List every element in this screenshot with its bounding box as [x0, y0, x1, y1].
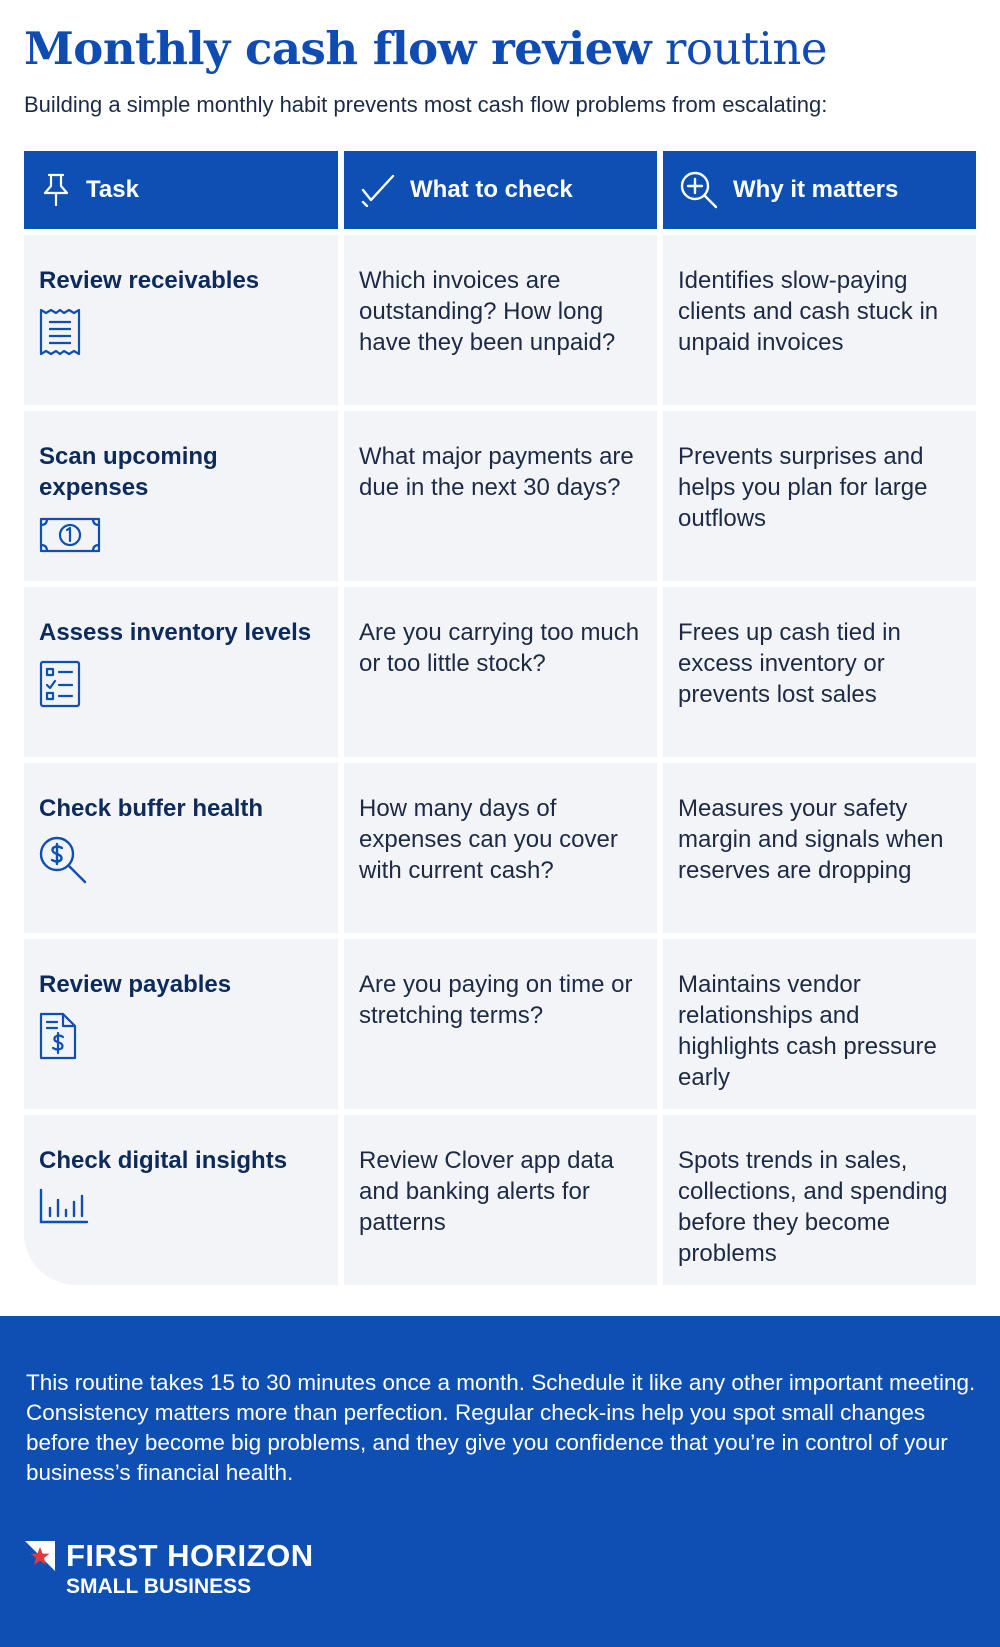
brand-subline: SMALL BUSINESS: [66, 1575, 252, 1598]
table-row: [24, 1115, 976, 1285]
checkmark-icon: [360, 173, 396, 207]
title-bold: Monthly cash flow review: [24, 22, 652, 75]
bar-chart-icon: [39, 1188, 89, 1224]
brand-name: FIRST HORIZON: [66, 1538, 314, 1573]
check-cell: Review Clover app data and banking alerts for patterns: [344, 1115, 657, 1285]
check-cell: Are you paying on time or stretching terms?: [344, 939, 657, 1109]
task-cell: [24, 939, 338, 1109]
task-label: Scan upcoming expenses: [39, 443, 218, 501]
column-header-label: Task: [86, 176, 139, 203]
column-header-task: [24, 151, 338, 229]
task-label: Check buffer health: [39, 795, 264, 822]
column-header-label: What to check: [410, 176, 573, 203]
check-cell: Which invoices are outstanding? How long have they been unpaid?: [344, 235, 657, 405]
task-cell: [24, 235, 338, 405]
why-cell: Identifies slow-paying clients and cash stuck in unpaid invoices: [663, 235, 976, 405]
table-row: [24, 411, 976, 581]
table-row: [24, 939, 976, 1109]
task-label: Review receivables: [39, 267, 260, 294]
why-cell: Prevents surprises and helps you plan for large outflows: [663, 411, 976, 581]
task-label: Check digital insights: [39, 1147, 288, 1174]
task-cell: [24, 763, 338, 933]
why-cell: Maintains vendor relationships and highlights cash pressure early: [663, 939, 976, 1109]
dollar-document-icon: [39, 1012, 77, 1060]
column-header-label: Why it matters: [733, 176, 899, 203]
why-cell: Frees up cash tied in excess inventory or prevents lost sales: [663, 587, 976, 757]
check-cell: How many days of expenses can you cover with current cash?: [344, 763, 657, 933]
task-label: Assess inventory levels: [39, 619, 312, 646]
footer-text: This routine takes 15 to 30 minutes once a month. Schedule it like any other important meeting. Consistency matters more than perfection. Regular check-ins help you spot small changes before they become big problems, and they give you confidence that you’re in control of your business’s financial health.: [26, 1370, 976, 1485]
check-cell: What major payments are due in the next 30 days?: [344, 411, 657, 581]
task-cell: [24, 1115, 338, 1285]
magnifier-plus-icon: [679, 170, 719, 210]
page-subtitle: Building a simple monthly habit prevents most cash flow problems from escalating:: [24, 92, 828, 117]
table-row: [24, 587, 976, 757]
column-header-check: [344, 151, 657, 229]
table-header: [24, 151, 976, 229]
why-cell: Measures your safety margin and signals when reserves are dropping: [663, 763, 976, 933]
table-row: [24, 235, 976, 405]
pin-icon: [40, 172, 72, 208]
column-header-why: [663, 151, 976, 229]
footer-panel: [0, 1316, 1000, 1647]
brand-logo: [24, 1540, 314, 1600]
page-title: [24, 22, 827, 75]
review-table: [24, 151, 976, 1285]
table-row: [24, 763, 976, 933]
dollar-magnifier-icon: [39, 836, 87, 884]
title-regular: routine: [664, 22, 828, 75]
receipt-icon: [39, 308, 81, 356]
star-logo-icon: [24, 1540, 56, 1572]
banknote-icon: [39, 515, 101, 555]
why-cell: Spots trends in sales, collections, and spending before they become problems: [663, 1115, 976, 1285]
check-cell: Are you carrying too much or too little stock?: [344, 587, 657, 757]
task-label: Review payables: [39, 971, 232, 998]
checklist-icon: [39, 660, 81, 708]
task-cell: [24, 587, 338, 757]
task-cell: [24, 411, 338, 581]
